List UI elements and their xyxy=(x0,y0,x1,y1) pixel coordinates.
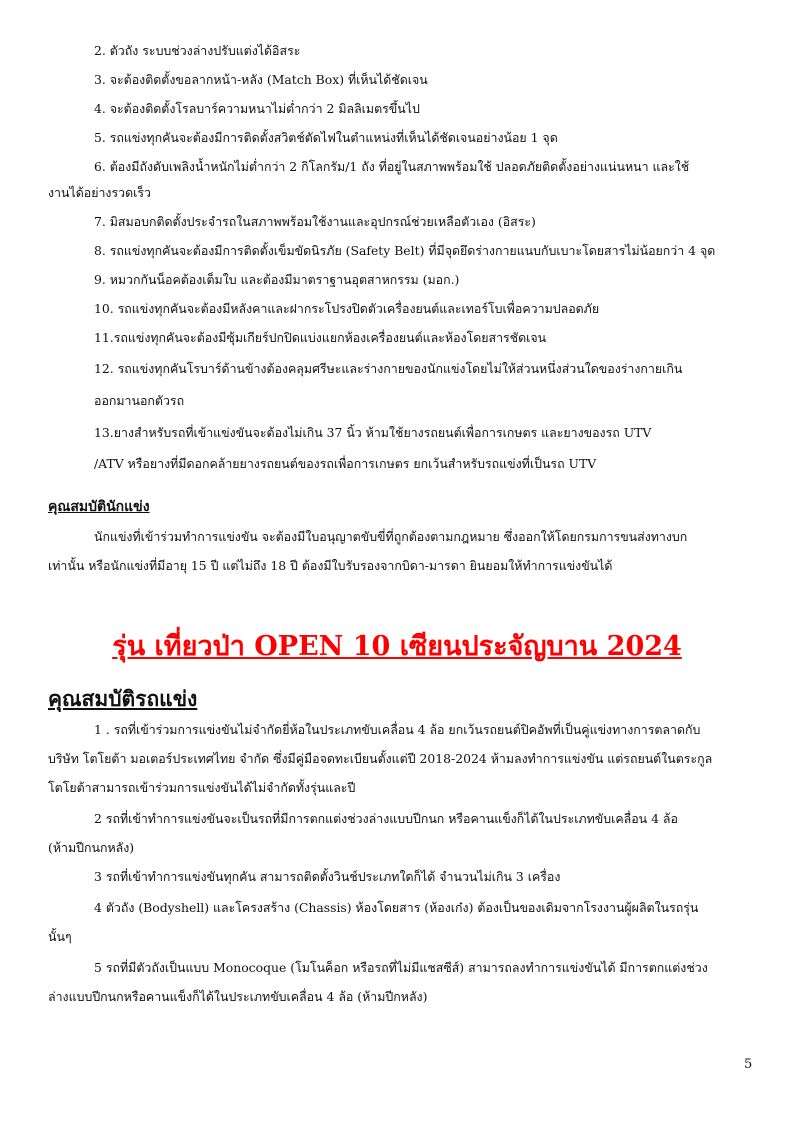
rule-item-13-cont: /ATV หรือยางที่มีดอกคล้ายยางรถยนต์ของรถเพื่อการเกษตร ยกเว้นสำหรับรถแข่งที่เป็นรถ UTV xyxy=(94,456,597,471)
car-item-5: 5 รถที่มีตัวถังเป็นแบบ Monocoque (โมโนค็อก หรือรถที่ไม่มีแชสซีส์) สามารถลงทำการแข่งขันได้ มีการตกแต่งช่วง xyxy=(94,960,708,975)
car-item-1-cont-2: โตโยต้าสามารถเข้าร่วมการแข่งขันได้ไม่จำกัดทั้งรุ่นและปี xyxy=(48,780,356,795)
rule-item-6-cont: งานได้อย่างรวดเร็ว xyxy=(48,185,151,200)
rule-item-13: 13.ยางสำหรับรถที่เข้าแข่งขันจะต้องไม่เกิน 37 นิ้ว ห้ามใช้ยางรถยนต์เพื่อการเกษตร และยางของรถ UTV xyxy=(94,425,652,440)
rule-item-5: 5. รถแข่งทุกคันจะต้องมีการติดตั้งสวิตช์ตัดไฟในตำแหน่งที่เห็นได้ชัดเจนอย่างน้อย 1 จุด xyxy=(94,130,558,145)
racer-paragraph-line-1: นักแข่งที่เข้าร่วมทำการแข่งขัน จะต้องมีใบอนุญาตขับขี่ที่ถูกต้องตามกฎหมาย ซึ่งออกให้โดยกรมการขนส่งทางบก xyxy=(94,529,688,544)
rule-item-3: 3. จะต้องติดตั้งขอลากหน้า-หลัง (Match Box) ที่เห็นได้ชัดเจน xyxy=(94,72,428,87)
car-item-2-cont: (ห้ามปีกนกหลัง) xyxy=(48,840,135,855)
car-item-1-cont-1: บริษัท โตโยต้า มอเตอร์ประเทศไทย จำกัด ซึ่งมีคู่มือจดทะเบียนตั้งแต่ปี 2018-2024 ห้ามลงทำการแข่งขัน แต่รถยนต์ในตระกูล xyxy=(48,751,713,766)
rule-item-9: 9. หมวกกันน็อคต้องเต็มใบ และต้องมีมาตราฐานอุตสาหกรรม (มอก.) xyxy=(94,272,460,287)
rule-item-2: 2. ตัวถัง ระบบช่วงล่างปรับแต่งได้อิสระ xyxy=(94,43,301,58)
page-number: 5 xyxy=(744,1057,753,1072)
rule-item-12-cont: ออกมานอกตัวรถ xyxy=(94,393,185,408)
rule-item-8: 8. รถแข่งทุกคันจะต้องมีการติดตั้งเข็มขัดนิรภัย (Safety Belt) ที่มีจุดยึดร่างกายแนบกับเบาะโดยสารไม่น้อยกว่า 4 จุด xyxy=(94,243,716,258)
car-item-3: 3 รถที่เข้าทำการแข่งขันทุกคัน สามารถติดตั้งวินช์ประเภทใดก็ได้ จำนวนไม่เกิน 3 เครื่อง xyxy=(94,869,561,884)
rule-item-11: 11.รถแข่งทุกคันจะต้องมีซุ้มเกียร์ปกปิดแบ่งแยกห้องเครื่องยนต์และห้องโดยสารชัดเจน xyxy=(94,330,547,345)
car-item-1: 1 . รถที่เข้าร่วมการแข่งขันไม่จำกัดยี่ห้อในประเภทขับเคลื่อน 4 ล้อ ยกเว้นรถยนต์ปิคอัพที่เป็นคู่แข่งทางการตลาดกับ xyxy=(94,722,701,737)
car-item-5-cont: ล่างแบบปีกนกหรือคานแข็งก็ได้ในประเภทขับเคลื่อน 4 ล้อ (ห้ามปีกหลัง) xyxy=(48,989,428,1004)
rule-item-6: 6. ต้องมีถังดับเพลิงน้ำหนักไม่ต่ำกว่า 2 กิโลกรัม/1 ถัง ที่อยู่ในสภาพพร้อมใช้ ปลอดภัยติดตั้งอย่างแน่นหนา และใช้ xyxy=(94,159,690,174)
car-qualifications-heading: คุณสมบัติรถแข่ง xyxy=(48,686,198,711)
car-item-2: 2 รถที่เข้าทำการแข่งขันจะเป็นรถที่มีการตกแต่งช่วงล่างแบบปีกนก หรือคานแข็งก็ได้ในประเภทขับเคลื่อน 4 ล้อ xyxy=(94,811,678,826)
car-item-4: 4 ตัวถัง (Bodyshell) และโครงสร้าง (Chassis) ห้องโดยสาร (ห้องเก๋ง) ต้องเป็นของเดิมจากโรงงานผู้ผลิตในรถรุ่น xyxy=(94,900,699,915)
racer-qualifications-heading: คุณสมบัตินักแข่ง xyxy=(48,499,150,515)
rule-item-10: 10. รถแข่งทุกคันจะต้องมีหลังคาและฝากระโปรงปิดตัวเครื่องยนต์และเทอร์โบเพื่อความปลอดภัย xyxy=(94,301,600,316)
class-title: รุ่น เที่ยวป่า OPEN 10 เซียนประจัญบาน 2024 xyxy=(112,631,682,662)
car-item-4-cont: นั้นๆ xyxy=(48,929,72,944)
rule-item-4: 4. จะต้องติดตั้งโรลบาร์ความหนาไม่ต่ำกว่า 2 มิลลิเมตรขึ้นไป xyxy=(94,101,420,116)
rule-item-12: 12. รถแข่งทุกคันโรบาร์ด้านข้างต้องคลุมศรีษะและร่างกายของนักแข่งโดยไม่ให้ส่วนหนึ่งส่วนใดของร่างกายเกิน xyxy=(94,361,683,376)
racer-paragraph-line-2: เท่านั้น หรือนักแข่งที่มีอายุ 15 ปี แต่ไม่ถึง 18 ปี ต้องมีใบรับรองจากบิดา-มารดา ยินยอมให้ทำการแข่งขันได้ xyxy=(48,558,613,573)
rule-item-7: 7. มิสมอบกติดตั้งประจำรถในสภาพพร้อมใช้งานและอุปกรณ์ช่วยเหลือตัวเอง (อิสระ) xyxy=(94,214,536,229)
